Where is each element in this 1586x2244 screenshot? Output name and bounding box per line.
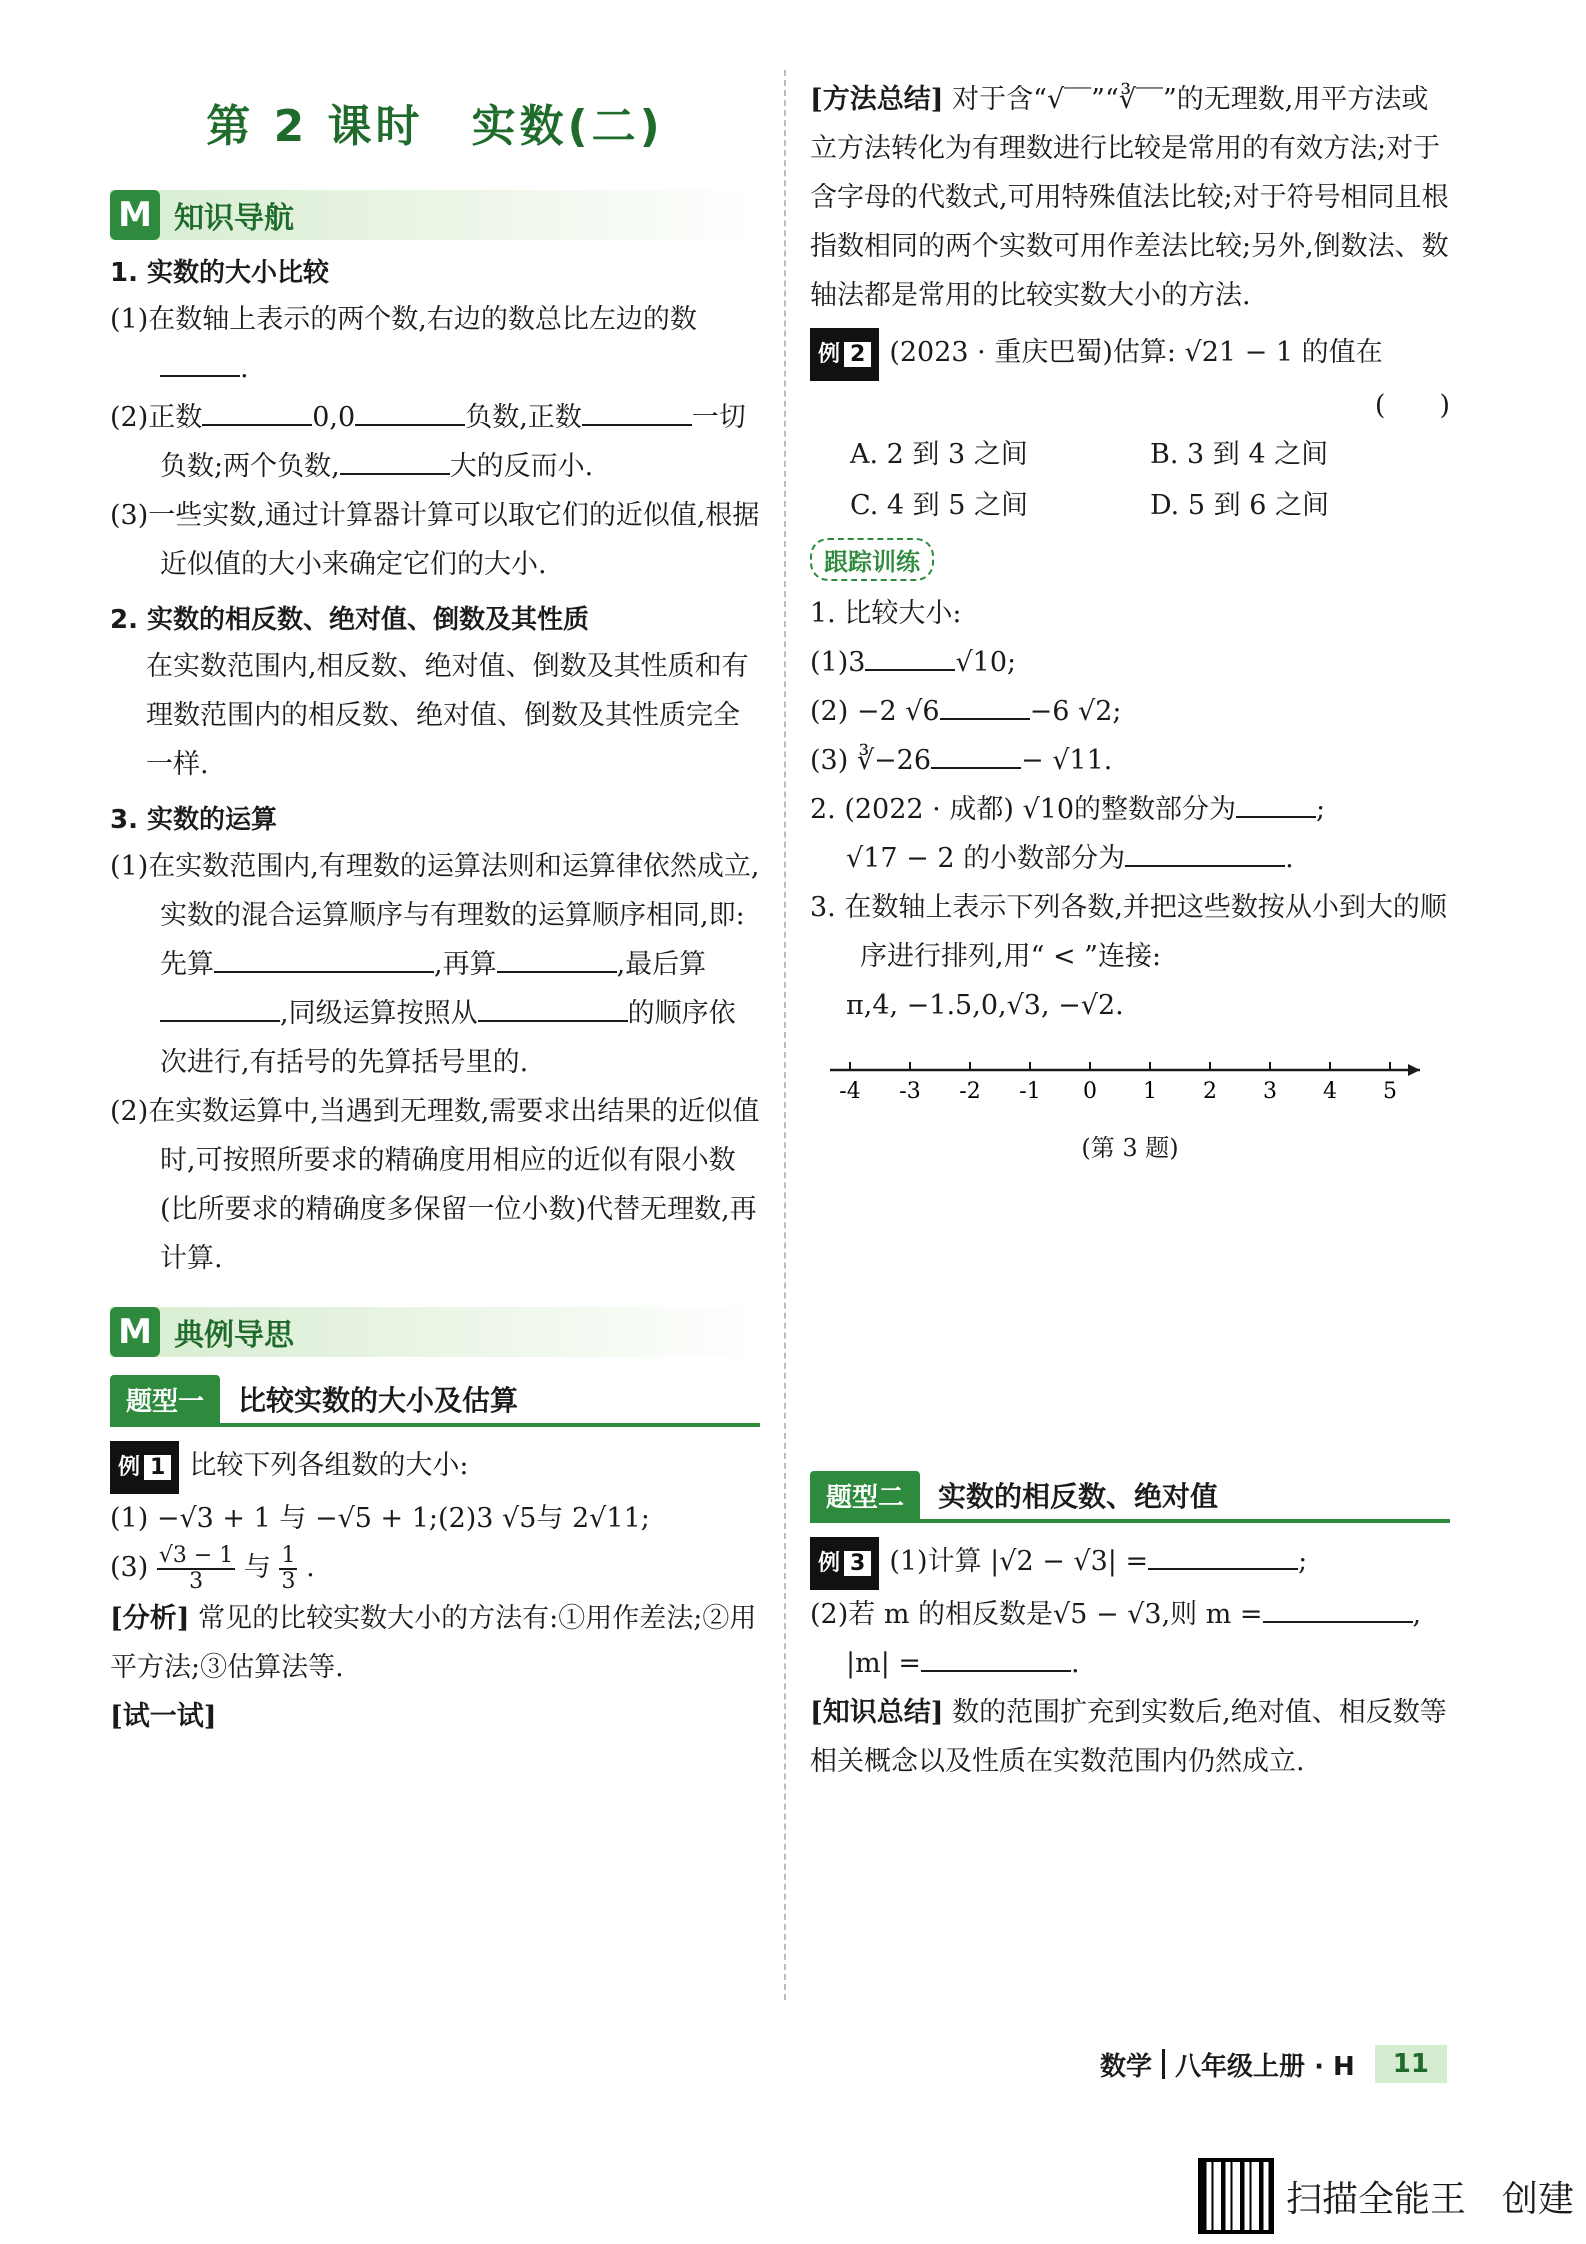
blank[interactable] [865,639,955,671]
blank[interactable] [921,1640,1071,1672]
section-examples-title: 典例导思 [174,1318,294,1353]
right-column [810,75,1450,1786]
type2-title: 实数的相反数、绝对值 [938,1480,1219,1513]
type1-tag: 题型一 [110,1375,220,1424]
type2-tag: 题型二 [810,1471,920,1520]
section-examples-header [110,1307,760,1357]
blank[interactable] [497,941,617,973]
blank[interactable] [582,394,692,426]
number-line-tick-label: -3 [899,1079,921,1104]
choice-d[interactable]: D. 5 到 6 之间 [1150,490,1329,521]
type1-bar [110,1375,760,1427]
scanner-watermark [1198,2158,1574,2234]
track-q1b: (2) −2 √6 −6 √2; [810,687,1450,736]
number-line-svg[interactable] [820,1050,1440,1120]
figure-caption: (第 3 题) [1081,1134,1179,1162]
footer-separator [1162,2049,1165,2079]
ex1-try: [试一试] [110,1700,217,1732]
section-knowledge-header [110,190,760,240]
type2-bar [810,1471,1450,1523]
blank[interactable] [355,394,465,426]
ex1-analysis: [分析] 常见的比较实数大小的方法有:①用作差法;②用平方法;③估算法等. [110,1602,757,1683]
example-badge: 例 1 [110,1441,179,1494]
number-line-tick-label: 2 [1203,1079,1217,1104]
number-line-tick-label: 1 [1143,1079,1157,1104]
answer-space[interactable] [810,1163,1450,1453]
fraction: $\frac{√3 - 1}{3}$ [158,1542,234,1594]
fraction: $\frac{1}{3}$ [281,1542,296,1594]
ex3-line1: 例 3 (1)计算 |√2 − √3| = ; [810,1537,1450,1590]
blank[interactable] [214,941,434,973]
ex1-line1: (1) −√3 + 1 与 −√5 + 1;(2)3 √5与 2√11; [110,1503,650,1534]
footer-grade: 八年级上册 · H [1175,2051,1355,2082]
track-q1c: (3) ∛−26 − √11. [810,736,1450,785]
ex2-choices [810,430,1450,530]
k1-heading: 1. 实数的大小比较 [110,258,330,288]
choice-b[interactable]: B. 3 到 4 之间 [1150,439,1329,470]
number-line[interactable] [820,1050,1450,1124]
section-knowledge-title: 知识导航 [174,201,294,236]
ex2-stem: 例 2 (2023 · 重庆巴蜀)估算: √21 − 1 的值在 [810,328,1450,381]
ex1-line2: (3) $\frac{√3 - 1}{3}$ 与 $\frac{1}{3}$ . [110,1542,315,1594]
example-badge: 例 3 [810,1537,879,1590]
number-line-tick-label: 0 [1083,1079,1097,1104]
k2-body: 在实数范围内,相反数、绝对值、倒数及其性质和有理数范围内的相反数、绝对值、倒数及其性质完全一样. [146,651,749,780]
blank[interactable] [940,688,1030,720]
number-line-tick-label: 4 [1323,1079,1337,1104]
choice-c[interactable]: C. 4 到 5 之间 [850,490,1028,521]
page-footer [1100,2045,1447,2083]
number-line-tick-label: 5 [1383,1079,1397,1104]
k2-heading: 2. 实数的相反数、绝对值、倒数及其性质 [110,605,590,635]
blank[interactable] [160,990,280,1022]
page-number: 11 [1375,2045,1447,2083]
track-training-badge: 跟踪训练 [810,538,934,581]
k3-item1: (1)在实数范围内,有理数的运算法则和运算律依然成立,实数的混合运算顺序与有理数的运算顺序相同,即:先算 ,再算 ,最后算,同级运算按照从 的顺序依次进行,有括号的先算括号里的. [110,851,760,1078]
track-q1: 1. 比较大小: [810,598,962,629]
page-title: 第 2 课时 实数(二) [206,101,664,152]
number-line-tick-label: -1 [1019,1079,1041,1104]
left-column [110,60,760,1741]
blank[interactable] [1125,835,1285,867]
track-q3-numbers: π,4, −1.5,0,√3, −√2. [846,990,1124,1021]
k3-item2: (2)在实数运算中,当遇到无理数,需要求出结果的近似值时,可按照所要求的精确度用相应的近似有限小数(比所要求的精确度多保留一位小数)代替无理数,再计算. [110,1096,760,1274]
method-summary: [方法总结] 对于含“√‾‾”“∛‾‾”的无理数,用平方法或立方法转化为有理数进行比较是常用的有效方法;对于含字母的代数式,可用特殊值法比较;对于符号相同且根指数相同的两个实数可用作差法比较;另外,倒数法、数轴法都是常用的比较实数大小的方法. [810,84,1449,311]
choice-a[interactable]: A. 2 到 3 之间 [850,439,1028,470]
blank[interactable] [202,394,312,426]
number-line-tick-label: 3 [1263,1079,1277,1104]
example-badge: 例 2 [810,328,879,381]
k3-heading: 3. 实数的运算 [110,805,278,835]
ex2-answer-paren[interactable]: ( ) [1374,390,1450,421]
k1-item1: (1)在数轴上表示的两个数,右边的数总比左边的数. [110,304,697,384]
number-line-arrow [1408,1064,1420,1076]
track-q1a: (1)3 √10; [810,638,1450,687]
number-line-tick-label: -2 [959,1079,981,1104]
blank[interactable] [478,990,628,1022]
ex3-line2: (2)若 m 的相反数是√5 − √3,则 m = , [810,1590,1450,1639]
ex3-summary: [知识总结] 数的范围扩充到实数后,绝对值、相反数等相关概念以及性质在实数范围内仍然成立. [810,1697,1447,1777]
type1-title: 比较实数的大小及估算 [238,1384,519,1417]
ex3-line3: |m| = . [810,1639,1450,1688]
footer-subject: 数学 [1100,2051,1153,2082]
k1-item2: (2)正数 0,0 负数,正数 一切负数;两个负数, 大的反而小. [110,393,760,491]
track-q2c: √17 − 2 的小数部分为 . [810,834,1450,883]
k1-item3: (3)一些实数,通过计算器计算可以取它们的近似值,根据近似值的大小来确定它们的大小. [110,500,760,580]
track-q3: 3. 在数轴上表示下列各数,并把这些数按从小到大的顺序进行排列,用“ < ”连接: [810,892,1447,972]
blank[interactable] [1263,1591,1413,1623]
blank[interactable] [160,345,240,377]
blank[interactable] [1236,786,1316,818]
blank[interactable] [340,443,450,475]
blank[interactable] [931,737,1021,769]
track-q2: 2. (2022 · 成都) √10的整数部分为 ; [810,785,1450,834]
column-divider [784,70,786,2000]
qr-code-icon [1198,2158,1274,2234]
scanner-text: 扫描全能王 创建 [1286,2178,1575,2220]
blank[interactable] [1148,1538,1298,1570]
m-logo-icon: M [110,190,160,240]
m-logo-icon: M [110,1307,160,1357]
ex1-stem: 例 1 比较下列各组数的大小: [110,1441,760,1494]
number-line-tick-label: -4 [839,1079,861,1104]
